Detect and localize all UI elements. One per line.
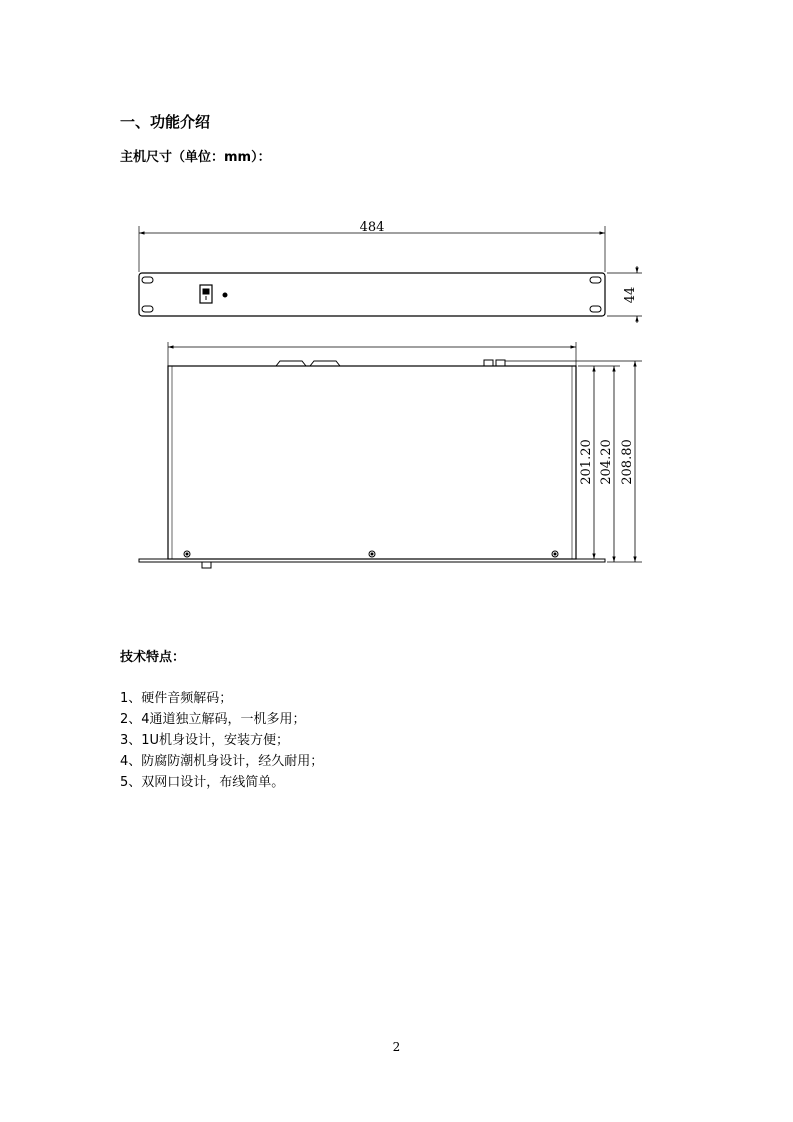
list-item: 4、防腐防潮机身设计，经久耐用； — [120, 754, 324, 769]
list-item: 2、4通道独立解码，一机多用； — [120, 712, 306, 727]
chassis-body — [168, 366, 576, 559]
width-label: 484 — [359, 220, 385, 235]
depth-label-1: 201.20 — [579, 439, 594, 485]
list-item: 1、硬件音频解码； — [120, 691, 233, 706]
page-number: 2 — [392, 1040, 401, 1054]
depth-label-2: 204.20 — [599, 439, 614, 485]
depth-label-3: 208.80 — [620, 439, 635, 485]
top-view — [139, 342, 642, 568]
height-label: 44 — [623, 286, 638, 304]
front-view — [139, 226, 642, 323]
indicator-led-icon — [223, 293, 227, 297]
section-title: 一、功能介绍 — [120, 113, 211, 131]
feature-list — [120, 688, 323, 793]
dimensions-heading: 主机尺寸（单位：mm）： — [120, 150, 271, 165]
list-item: 3、1U机身设计，安装方便； — [120, 733, 290, 748]
list-item: 5、双网口设计，布线简单。 — [120, 775, 285, 790]
features-heading: 技术特点： — [120, 650, 186, 665]
